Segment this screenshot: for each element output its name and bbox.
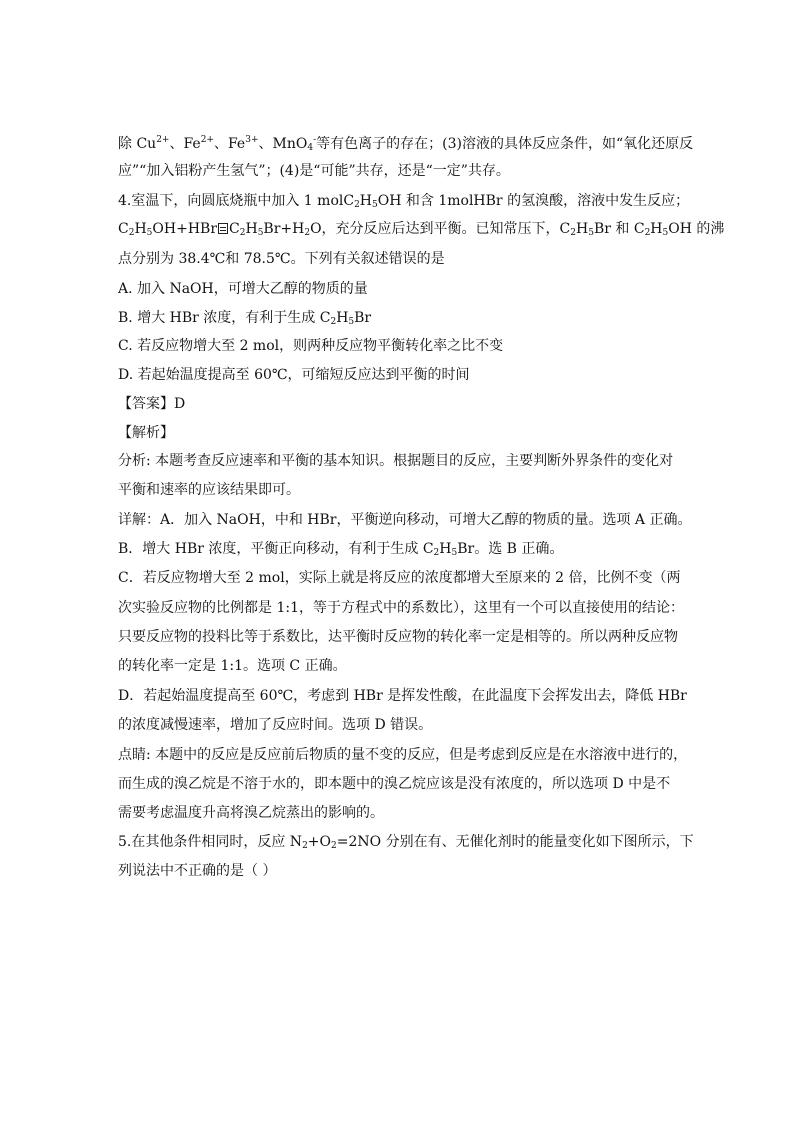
question-4-line-3: 点分别为 38.4℃和 78.5℃。下列有关叙述错误的是 [118, 251, 445, 267]
detail-c-line-1: C．若反应物增大至 2 mol，实际上就是将反应的浓度都增大至原来的 2 倍，比例不变（两 [118, 570, 681, 586]
detail-b: B．增大 HBr 浓度，平衡正向移动，有利于生成 $C_2H_5Br$。选 B 正确。 [118, 541, 564, 558]
question-5-line-2: 列说法中不正确的是（ ） [118, 863, 277, 879]
answer: 【答案】D [118, 396, 186, 412]
intro-line-2: 应”“加入铝粉产生氢气”；(4)是“可能”共存，还是“一定”共存。 [118, 163, 510, 179]
question-4-equation-line: $C_2H_5OH+HBr$ $C_2H_5Br+H_2O$，充分反应后达到平衡。已知常压下，$C_2H_5Br$ 和 $C_2H_5OH$ 的沸 [118, 221, 725, 238]
analysis-line-1: 分析: 本题考查反应速率和平衡的基本知识。根据题目的反应，主要判断外界条件的变化对 [118, 453, 674, 469]
intro-line-1: 除 $Cu^{2+}$、$Fe^{2+}$、$Fe^{3+}$、MnO$_4$-等有色离子的存在；(3)溶液的具体反应条件，如“氧化还原反 [118, 135, 694, 153]
detail-a: 详解：A．加入 NaOH，中和 HBr，平衡逆向移动，可增大乙醇的物质的量。选项 A 正确。 [118, 512, 692, 528]
detail-d-line-1: D．若起始温度提高至 60℃，考虑到 HBr 是挥发性酸，在此温度下会挥发出去，降低 HBr [118, 688, 687, 704]
option-a: A. 加入 NaOH，可增大乙醇的物质的量 [118, 281, 368, 297]
reversible-arrow-icon [218, 223, 228, 234]
detail-c-line-3: 只要反应物的投料比等于系数比，达平衡时反应物的转化率一定是相等的。所以两种反应物 [118, 629, 678, 645]
detail-c-line-2: 次实验反应物的比例都是 1:1，等于方程式中的系数比），这里有一个可以直接使用的结论： [118, 600, 684, 616]
option-d: D. 若起始温度提高至 60℃，可缩短反应达到平衡的时间 [118, 367, 470, 383]
comment-line-1: 点睛: 本题中的反应是反应前后物质的量不变的反应，但是考虑到反应是在水溶液中进行的， [118, 747, 688, 763]
question-5-line-1: 5.在其他条件相同时，反应 $N_2+O_2=2NO$ 分别在有、无催化剂时的能量变化如下图所示，下 [118, 834, 694, 851]
analysis-line-2: 平衡和速率的应该结果即可。 [118, 482, 300, 498]
comment-line-3: 需要考虑温度升高将溴乙烷蒸出的影响的。 [118, 805, 384, 821]
comment-line-2: 而生成的溴乙烷是不溶于水的，即本题中的溴乙烷应该是没有浓度的，所以选项 D 中是不 [118, 776, 671, 792]
detail-c-line-4: 的转化率一定是 1:1。选项 C 正确。 [118, 658, 347, 674]
option-b: B. 增大 HBr 浓度，有利于生成 $C_2H_5Br$ [118, 310, 372, 327]
detail-d-line-2: 的浓度减慢速率，增加了反应时间。选项 D 错误。 [118, 717, 433, 733]
question-4-line-1: 4.室温下，向圆底烧瓶中加入 1 $molC_2H_5OH$ 和含 1molHBr 的氢溴酸，溶液中发生反应； [118, 193, 690, 210]
option-c: C. 若反应物增大至 2 mol，则两种反应物平衡转化率之比不变 [118, 338, 504, 354]
analysis-heading: 【解析】 [118, 425, 174, 441]
